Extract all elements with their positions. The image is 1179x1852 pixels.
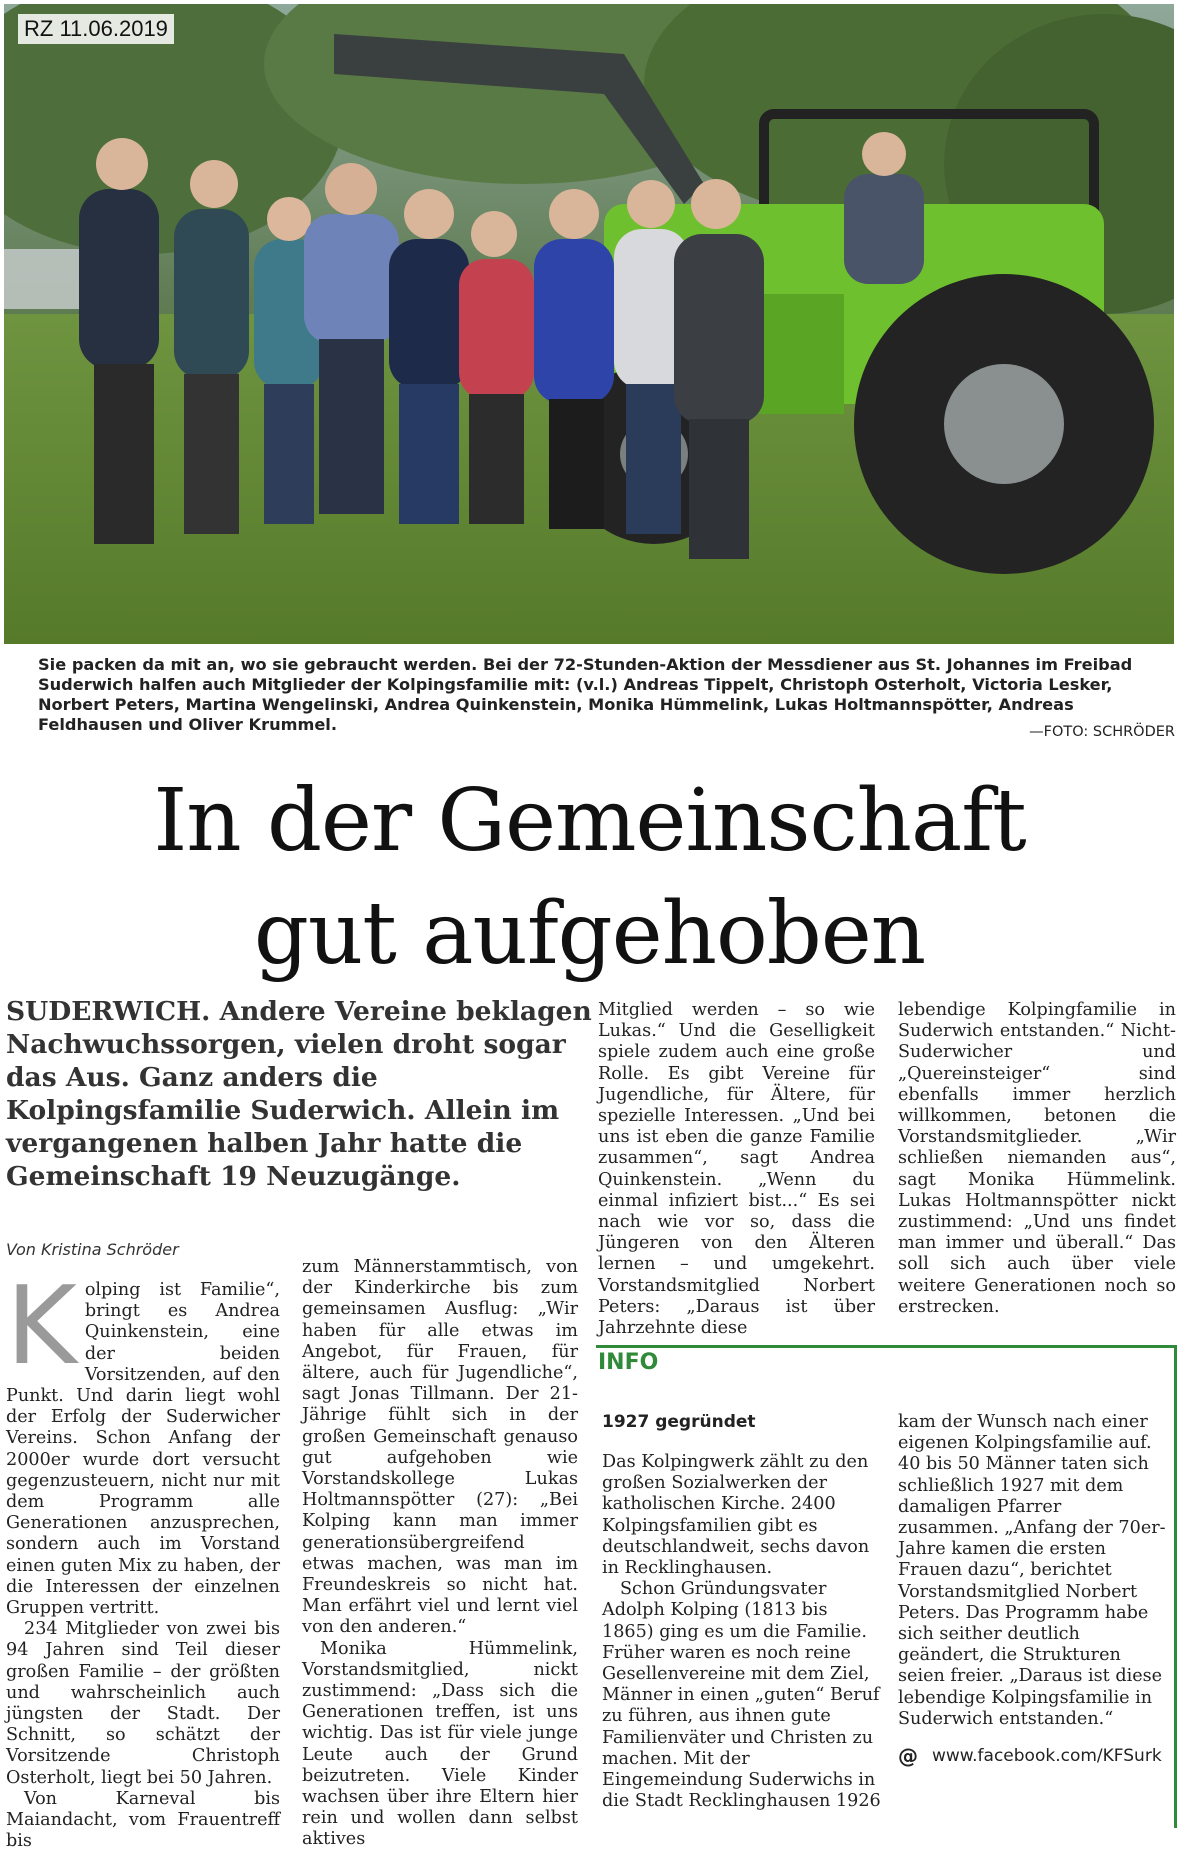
- article-column-3: [598, 1000, 875, 1339]
- article-paragraph: Von Karneval bis Maiandacht, vom Frauentreff bis: [6, 1788, 280, 1852]
- article-column-2: [302, 1257, 578, 1851]
- facebook-link-row: [898, 1746, 1166, 1767]
- article-paragraph: zum Männerstammtisch, von der Kinderkirche bis zum gemeinsamen Ausflug: „Wir haben für alle etwas im Angebot, für Frauen, für ältere, auch für Jugendliche“, sagt Jonas Tillmann. Der 21-Jährige fühlt sich in der großen Gemeinschaft genauso gut aufgehoben wie Vorstandskollege Lukas Holtmannspötter (27): „Bei Kolping kann man immer generationsübergreifend etwas machen, was man im Freundeskreis so nicht hat. Man erfährt viel und lernt viel von den anderen.“: [302, 1257, 578, 1638]
- info-heading: 1927 gegründet: [602, 1412, 756, 1432]
- dropcap: K: [6, 1264, 77, 1389]
- article-paragraph: lebendige Kolpingfamilie in Suderwich entstanden.“ Nicht-Suderwicher und „Quereinsteiger“ sind ebenfalls immer herzlich willkommen, betonen die Vorstandsmitglieder. „Wir schließen niemanden aus“, sagt Monika Hümmelink. Lukas Holtmannspötter nickt zustimmend: „Und uns findet man immer und überall.“ Das soll sich auch über viele weitere Generationen noch so erstrecken.: [898, 1000, 1176, 1317]
- date-stamp: RZ 11.06.2019: [18, 14, 174, 44]
- article-paragraph: 234 Mitglieder von zwei bis 94 Jahren sind Teil dieser großen Familie – der größten und wahrscheinlich auch jüngsten der Stadt. Der Schnitt, so schätzt der Vorsitzende Christoph Osterholt, liegt bei 50 Jahren.: [6, 1619, 280, 1788]
- facebook-link[interactable]: www.facebook.com/KFSurk: [932, 1746, 1162, 1767]
- photo-caption: [38, 655, 1173, 735]
- photo-credit: —FOTO: SCHRÖDER: [1029, 724, 1175, 740]
- info-paragraph: Das Kolpingwerk zählt zu den großen Sozialwerken der katholischen Kirche. 2400 Kolpingsfamilien gibt es deutschlandweit, sechs davon in Recklinghausen.: [602, 1452, 870, 1579]
- byline: Von Kristina Schröder: [6, 1240, 179, 1259]
- group-photo-with-tractor-icon: [4, 4, 1174, 644]
- article-photo: [4, 4, 1174, 644]
- headline: [0, 765, 1179, 991]
- article-paragraph: Monika Hümmelink, Vorstandsmitglied, nickt zustimmend: „Dass sich die Generationen treffen, ist uns wichtig. Das ist für viele junge Leute auch der Grund beizutreten. Viele Kinder wachsen über ihre Eltern hier rein und wollen dann selbst aktives: [302, 1638, 578, 1850]
- article-paragraph: Mitglied werden – so wie Lukas.“ Und die Geselligkeit spiele zudem auch eine große Rolle. Es gibt Vereine für Jugendliche, für Ältere, für spezielle Interessen. „Und bei uns ist eben die ganze Familie zusammen“, sagt Andrea Quinkenstein. „Wenn du einmal infiziert bist...“ Es sei nach wie vor so, dass die Jüngeren von den Älteren lernen – und umgekehrt. Vorstandsmitglied Norbert Peters: „Daraus ist über Jahrzehnte diese: [598, 1000, 875, 1339]
- at-sign-icon: @: [898, 1744, 918, 1769]
- caption-text: Sie packen da mit an, wo sie gebraucht werden. Bei der 72-Stunden-Aktion der Messdiener aus St. Johannes im Freibad Suderwich halfen auch Mitglieder der Kolpingsfamilie mit: (v.l.) Andreas Tippelt, Christoph Osterholt, Victoria Lesker, Norbert Peters, Martina Wengelinski, Andrea Quinkenstein, Monika Hümmelink, Lukas Holtmannspötter, Andreas Feldhausen und Oliver Krummel.: [38, 655, 1133, 734]
- article-column-4: [898, 1000, 1176, 1318]
- headline-line-1: In der Gemeinschaft: [153, 771, 1026, 871]
- article-paragraph: [6, 1264, 280, 1619]
- info-column-1: [602, 1452, 884, 1812]
- info-label: INFO: [598, 1350, 666, 1375]
- info-paragraph: Schon Gründungsvater Adolph Kolping (1813 bis 1865) ging es um die Familie. Früher waren es noch reine Gesellenvereine mit dem Ziel, Männer in einen „guten“ Beruf zu führen, aus ihnen gute Familienväter und Christen zu machen. Mit der Eingemeindung Suderwichs in die Stadt Recklinghausen 1926: [602, 1579, 881, 1812]
- info-paragraph: kam der Wunsch nach einer eigenen Kolpingsfamilie auf. 40 bis 50 Männer taten sich schließlich 1927 mit dem damaligen Pfarrer zusammen. „Anfang der 70er-Jahre kamen die ersten Frauen dazu“, berichtet Vorstandsmitglied Norbert Peters. Das Programm habe sich seither deutlich geändert, die Strukturen seien freier. „Daraus ist diese lebendige Kolpingsfamilie in Suderwich entstanden.“: [898, 1412, 1166, 1729]
- headline-line-2: gut aufgehoben: [253, 884, 926, 984]
- lead-paragraph: SUDERWICH. Andere Vereine beklagen Nachwuchssorgen, vielen droht sogar das Aus. Ganz anders die Kolpingsfamilie Suderwich. Allein im vergangenen halben Jahr hatte die Gemeinschaft 19 Neuzugänge.: [6, 996, 592, 1192]
- article-column-1: [6, 1264, 280, 1852]
- info-column-2: [898, 1412, 1166, 1767]
- paragraph-text: olping ist Familie“, bringt es Andrea Quinkenstein, eine der beiden Vorsitzenden, auf den Punkt. Und darin liegt wohl der Erfolg der Suderwicher Vereins. Schon Anfang der 2000er wurde dort versucht gegenzusteuern, nicht nur mit dem Programm alle Generationen anzusprechen, sondern auch im Vorstand einen guten Mix zu haben, der die Interessen der einzelnen Gruppen vertritt.: [6, 1280, 280, 1619]
